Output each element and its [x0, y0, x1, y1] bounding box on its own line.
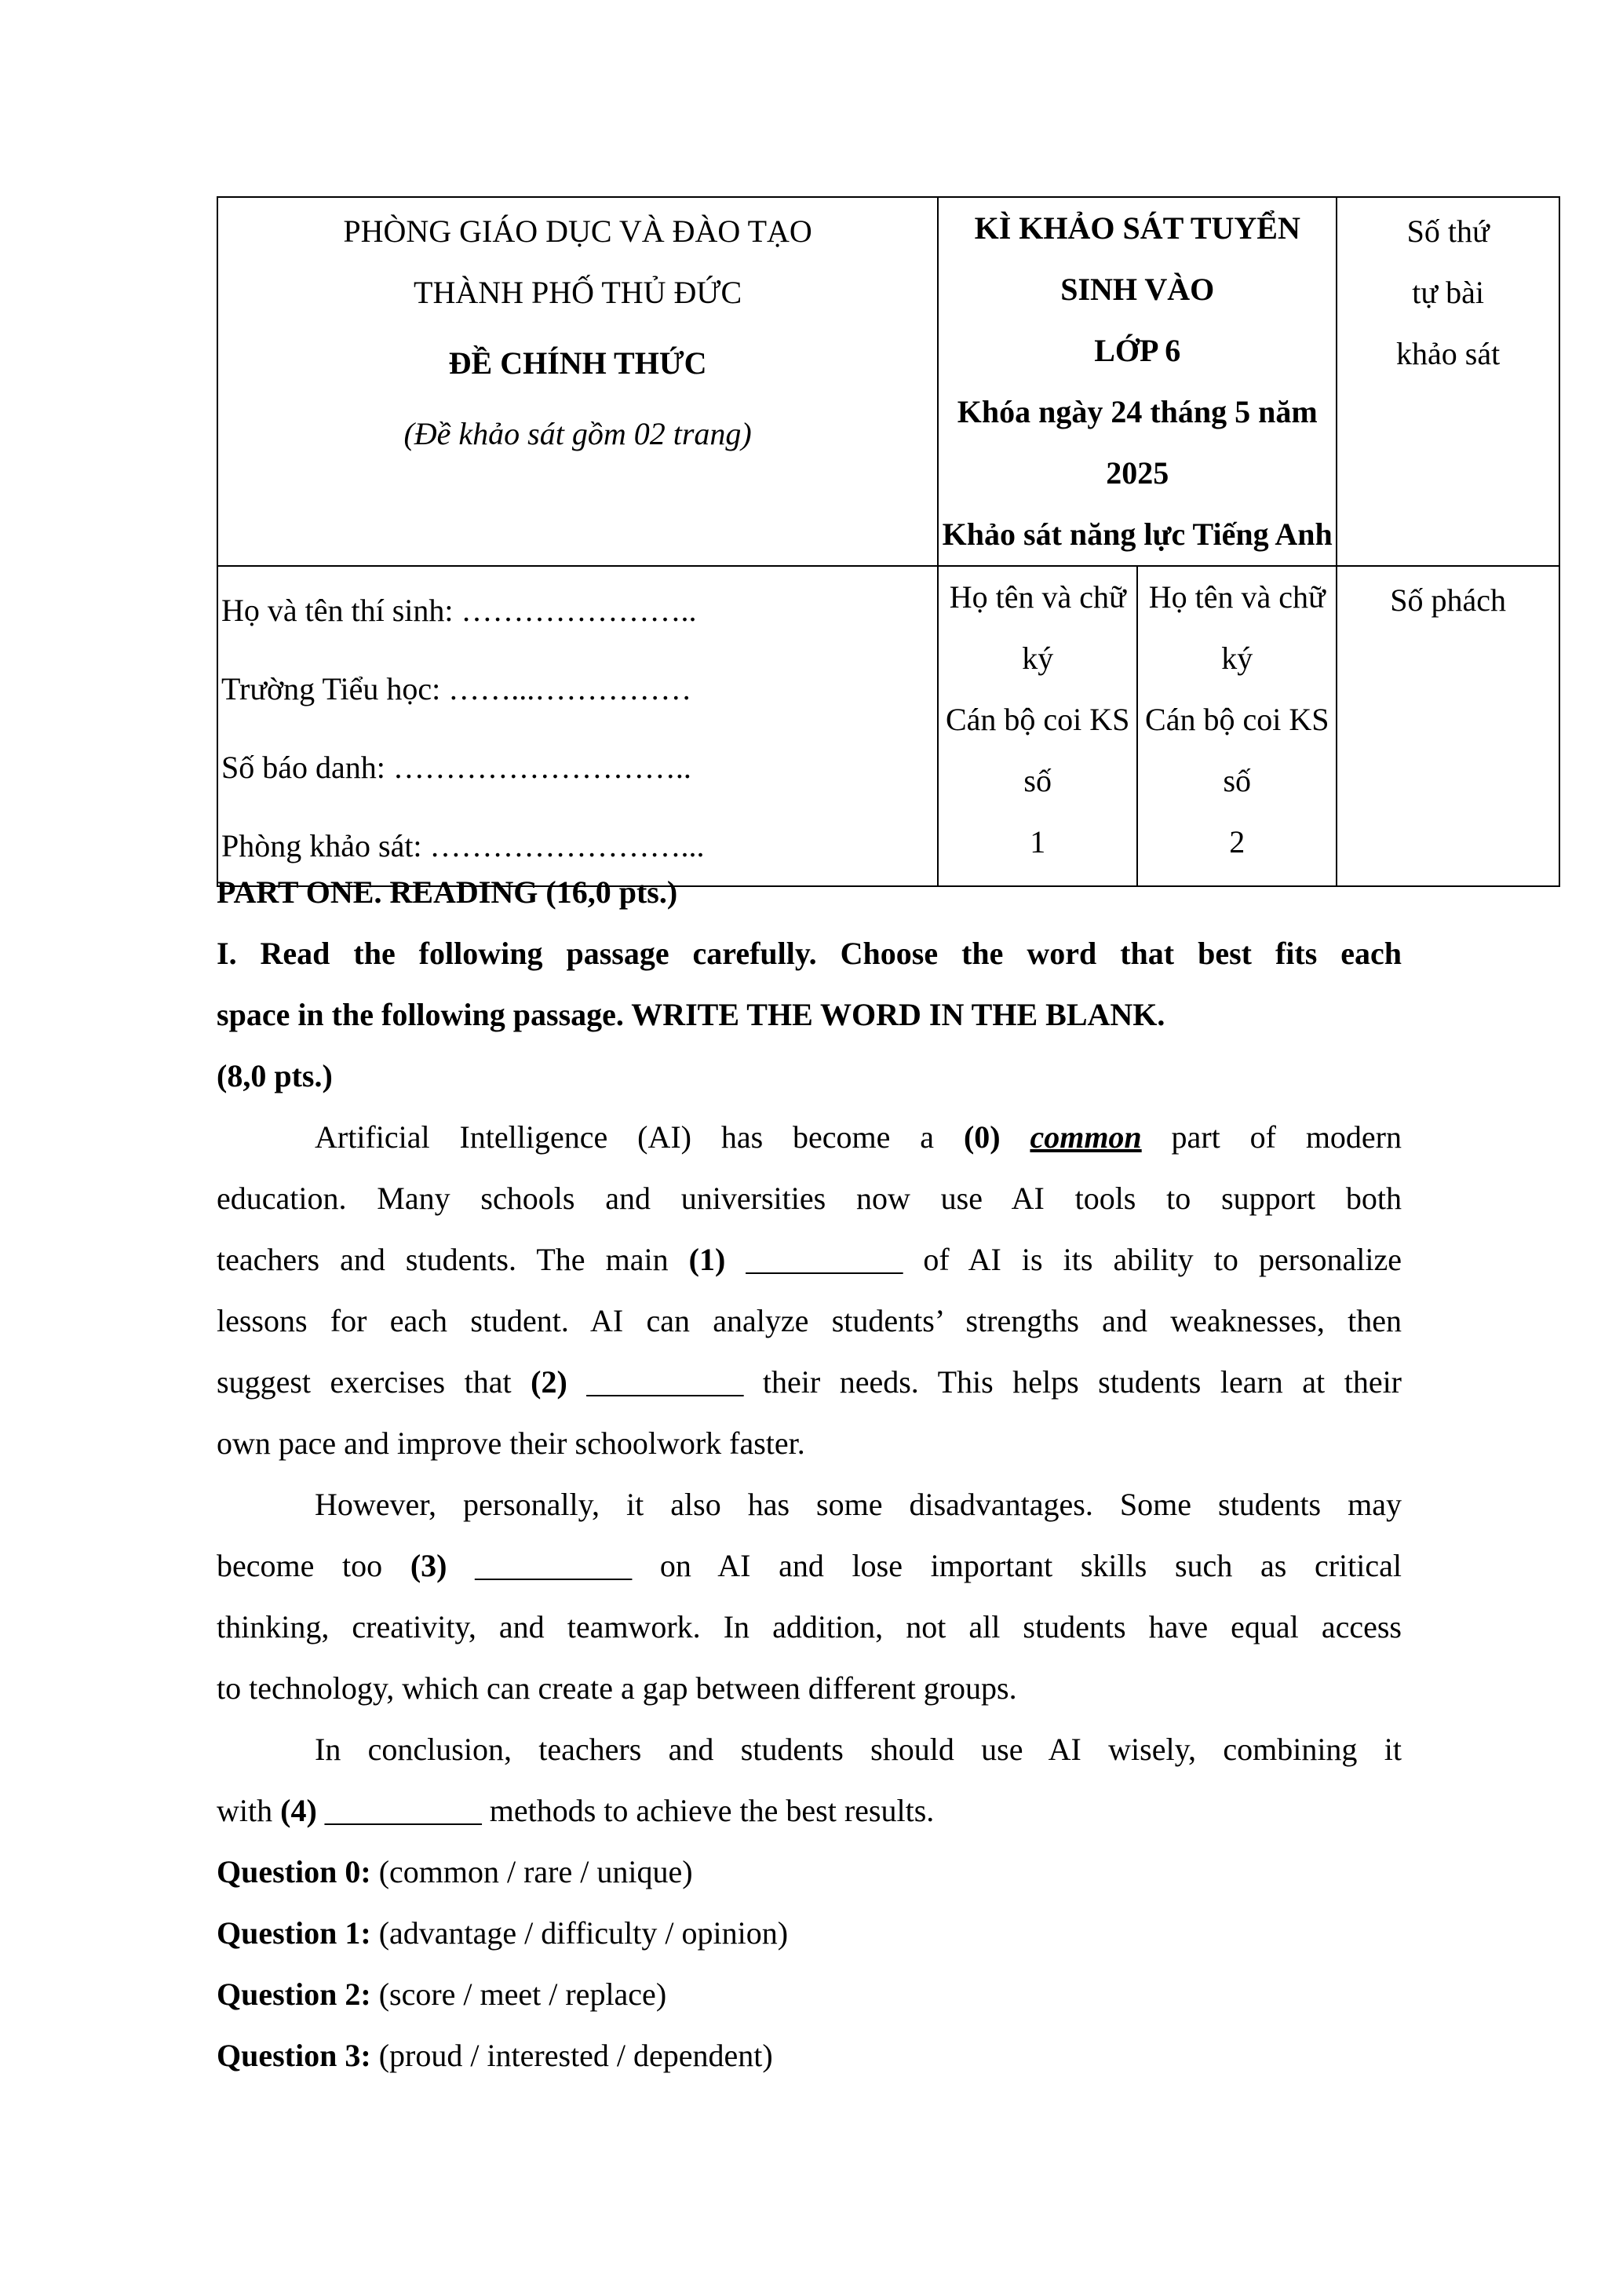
question-item [217, 2025, 1402, 2086]
example-answer: common [1030, 1119, 1142, 1155]
passage-line-2: education. Many schools and universities now use AI tools to support both [217, 1181, 1402, 1216]
passage-line-9: thinking, creativity, and teamwork. In addition, not all students have equal access [217, 1609, 1402, 1644]
proctor-1-cell [938, 566, 1137, 886]
exam-body [217, 862, 1402, 2086]
blank-1[interactable]: __________ [725, 1242, 924, 1277]
candidate-name-field: Họ và tên thí sinh: ………………….. [221, 593, 697, 628]
question-item [217, 1903, 1402, 1964]
secret-code-cell [1337, 566, 1559, 886]
department-line-2: THÀNH PHỐ THỦ ĐỨC [414, 275, 742, 310]
question-number-3: (3) [410, 1548, 447, 1583]
passage-text: become too [217, 1548, 410, 1583]
question-label: Question 0: [217, 1854, 371, 1889]
passage-line-11: In conclusion, teachers and students should use AI wisely, combining it [315, 1732, 1402, 1767]
passage-line-1 [217, 1107, 1402, 1168]
passage-line-7: However, personally, it also has some disadvantages. Some students may [315, 1487, 1402, 1522]
passage-text: methods to achieve the best results. [489, 1793, 935, 1828]
header-table [217, 196, 1560, 887]
exam-title-cell [938, 197, 1337, 566]
proctor-1-line-3: 1 [1030, 824, 1046, 860]
proctor-2-line-2: Cán bộ coi KS số [1145, 702, 1329, 798]
question-number-2: (2) [531, 1364, 567, 1400]
exam-title-line-2: LỚP 6 [1094, 333, 1181, 368]
question-number-1: (1) [688, 1242, 726, 1277]
question-options: (advantage / difficulty / opinion) [370, 1915, 789, 1951]
part-title: PART ONE. READING (16,0 pts.) [217, 874, 678, 910]
instruction-line-2: space in the following passage. WRITE THE WORD IN THE BLANK. [217, 997, 1165, 1032]
instruction-line-1: I. Read the following passage carefully. Choose the word that best fits each [217, 936, 1402, 971]
instruction-line-3: (8,0 pts.) [217, 1058, 333, 1093]
passage-text: part of modern [1141, 1119, 1402, 1155]
passage-line-8 [217, 1535, 1402, 1597]
passage-text: teachers and students. The main [217, 1242, 689, 1277]
passage-text: suggest exercises that [217, 1364, 531, 1400]
question-label: Question 1: [217, 1915, 371, 1951]
order-line-3: khảo sát [1396, 336, 1501, 371]
official-label: ĐỀ CHÍNH THỨC [448, 345, 707, 381]
passage-line-4: lessons for each student. AI can analyze students’ strengths and weaknesses, then [217, 1303, 1402, 1338]
question-label: Question 3: [217, 2038, 371, 2073]
secret-code-label: Số phách [1390, 582, 1507, 618]
proctor-1-line-2: Cán bộ coi KS số [945, 702, 1130, 798]
order-line-1: Số thứ [1406, 214, 1490, 249]
exam-title-line-1: KÌ KHẢO SÁT TUYỂN SINH VÀO [974, 210, 1300, 307]
passage-line-5 [217, 1352, 1402, 1413]
proctor-2-line-1: Họ tên và chữ ký [1148, 579, 1326, 676]
blank-2[interactable]: __________ [567, 1364, 763, 1400]
question-label: Question 2: [217, 1977, 371, 2012]
passage-line-3 [217, 1229, 1402, 1290]
passage-text: their needs. This helps students learn at their [762, 1364, 1402, 1400]
passage-line-10: to technology, which can create a gap between different groups. [217, 1670, 1017, 1706]
order-number-cell [1337, 197, 1559, 566]
blank-4[interactable]: __________ [316, 1793, 490, 1828]
exam-subject: Khảo sát năng lực Tiếng Anh [942, 517, 1333, 552]
department-line-1: PHÒNG GIÁO DỤC VÀ ĐÀO TẠO [343, 214, 812, 249]
candidate-info-cell [217, 566, 938, 886]
passage-text: with [217, 1793, 281, 1828]
question-options: (score / meet / replace) [370, 1977, 667, 2012]
candidate-school-field: Trường Tiểu học: ……...…………… [221, 671, 692, 706]
pages-note: (Đề khảo sát gồm 02 trang) [403, 416, 752, 451]
question-options: (common / rare / unique) [370, 1854, 693, 1889]
passage-text: Artificial Intelligence (AI) has become a [315, 1119, 964, 1155]
question-number-0: (0) [963, 1119, 1001, 1155]
question-number-4: (4) [280, 1793, 317, 1828]
blank-3[interactable]: __________ [447, 1548, 660, 1583]
passage-text: of AI is its ability to personalize [923, 1242, 1402, 1277]
proctor-1-line-1: Họ tên và chữ ký [949, 579, 1126, 676]
proctor-2-cell [1137, 566, 1337, 886]
department-cell [217, 197, 938, 566]
proctor-2-line-3: 2 [1229, 824, 1246, 860]
candidate-number-field: Số báo danh: ……………………….. [221, 750, 691, 785]
exam-date: Khóa ngày 24 tháng 5 năm 2025 [957, 394, 1318, 491]
question-options: (proud / interested / dependent) [370, 2038, 773, 2073]
passage-text: on AI and lose important skills such as critical [659, 1548, 1402, 1583]
candidate-room-field: Phòng khảo sát: ……………………... [221, 828, 705, 863]
passage-line-12 [217, 1780, 1402, 1842]
order-line-2: tự bài [1412, 275, 1484, 310]
passage-line-6: own pace and improve their schoolwork faster. [217, 1425, 805, 1461]
question-item [217, 1964, 1402, 2025]
question-item [217, 1842, 1402, 1903]
